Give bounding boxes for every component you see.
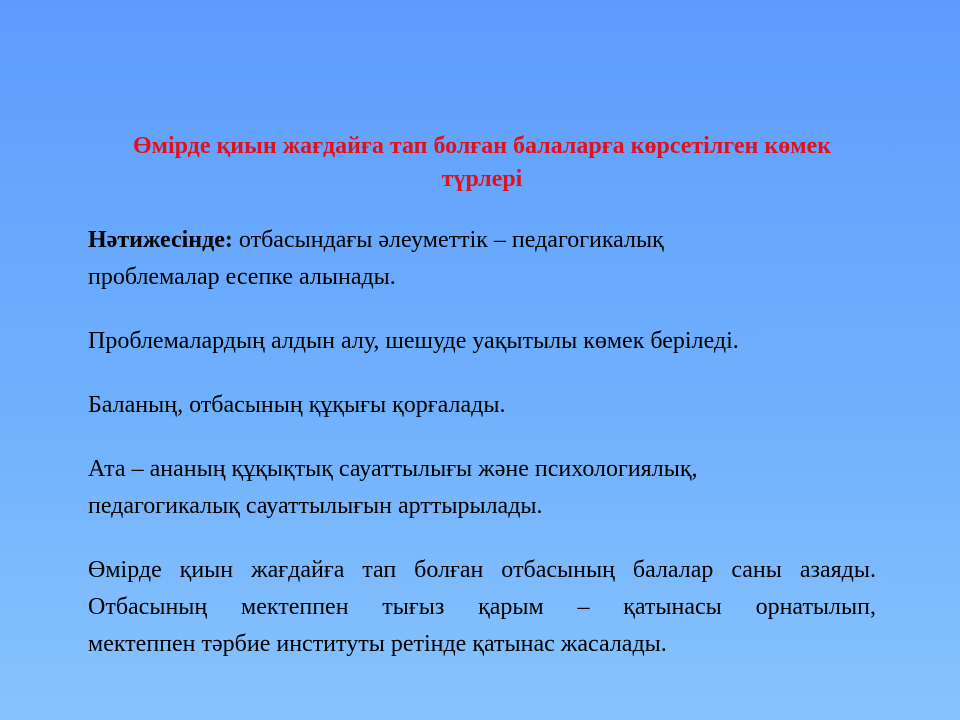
paragraph-rights-line-1: Баланың, отбасының құқығы қорғалады. (88, 392, 506, 418)
paragraph-parents-line-2: педагогикалық сауаттылығын арттырылады. (88, 493, 543, 519)
paragraph-prevention (88, 323, 876, 360)
paragraph-rights (88, 387, 876, 424)
slide-title (88, 130, 876, 196)
paragraph-result-line-2: проблемалар есепке алынады. (88, 264, 396, 290)
slide-content (88, 130, 876, 690)
slide-title-line-1: Өмірде қиын жағдайға тап болған балаларға көрсетілген көмек (132, 133, 832, 159)
paragraph-parents (88, 451, 876, 525)
paragraph-prevention-line-1: Проблемалардың алдын алу, шешуде уақытылы көмек беріледі. (88, 328, 739, 354)
paragraph-result (88, 222, 876, 296)
paragraph-school (88, 552, 876, 663)
paragraph-result-line-1 (88, 222, 876, 259)
paragraph-school-line-3: мектеппен тәрбие институты ретінде қатынас жасалады. (88, 631, 667, 657)
paragraph-result-lead: Нәтижесінде: (88, 227, 233, 253)
paragraph-parents-line-1: Ата – ананың құқықтық сауаттылығы және психологиялық, (88, 456, 698, 482)
paragraph-school-line-2: Отбасының мектеппен тығыз қарым – қатынасы орнатылып, (88, 594, 876, 620)
paragraph-school-line-1: Өмірде қиын жағдайға тап болған отбасының балалар саны азаяды. (88, 557, 876, 583)
slide-title-line-2: түрлері (441, 166, 523, 192)
paragraph-result-line-1-text: отбасындағы әлеуметтік – педагогикалық (238, 227, 664, 253)
